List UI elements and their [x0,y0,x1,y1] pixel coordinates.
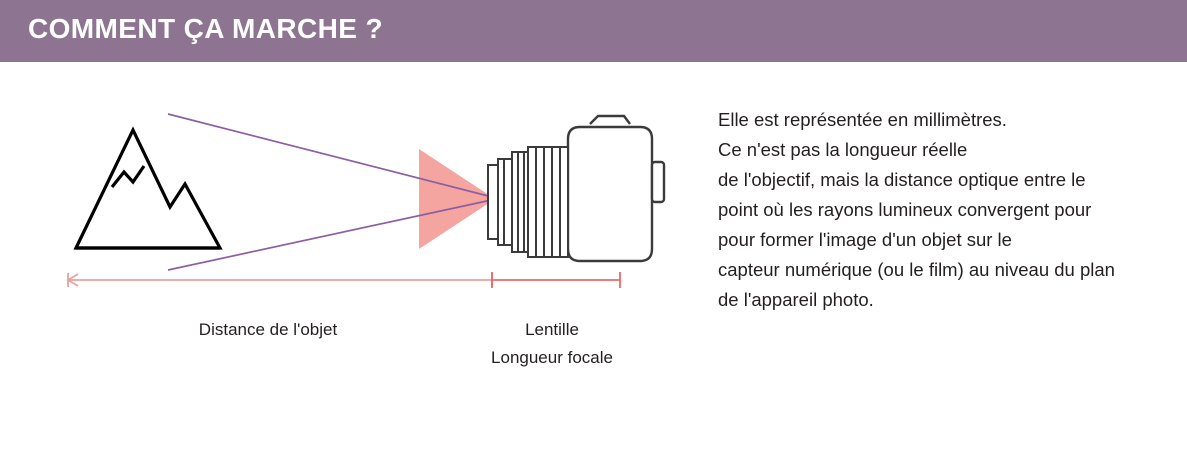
optics-diagram [0,62,700,449]
description-line: pour former l'image d'un objet sur le [718,229,1012,250]
camera-body-icon [568,116,664,261]
mountain-icon [76,130,220,248]
description-line: Ce n'est pas la longueur réelle [718,139,968,160]
label-focal-length: Longueur focale [491,348,613,367]
description-text [718,105,1173,315]
description-line: Elle est représentée en millimètres. [718,109,1007,130]
label-lens: Lentille [525,320,579,339]
description-line: de l'objectif, mais la distance optique entre le [718,169,1086,190]
page-title: COMMENT ÇA MARCHE ? [28,13,383,44]
distance-arrow [68,273,492,287]
description-line: capteur numérique (ou le film) au niveau du plan [718,259,1115,280]
label-object-distance: Distance de l'objet [198,320,338,339]
description-line: de l'appareil photo. [718,289,874,310]
focal-length-arrow [492,272,620,288]
description-line: point où les rayons lumineux convergent pour [718,199,1092,220]
diagram-svg [0,62,700,449]
section-header-band [0,0,1187,62]
lens-barrel-icon [488,147,568,257]
